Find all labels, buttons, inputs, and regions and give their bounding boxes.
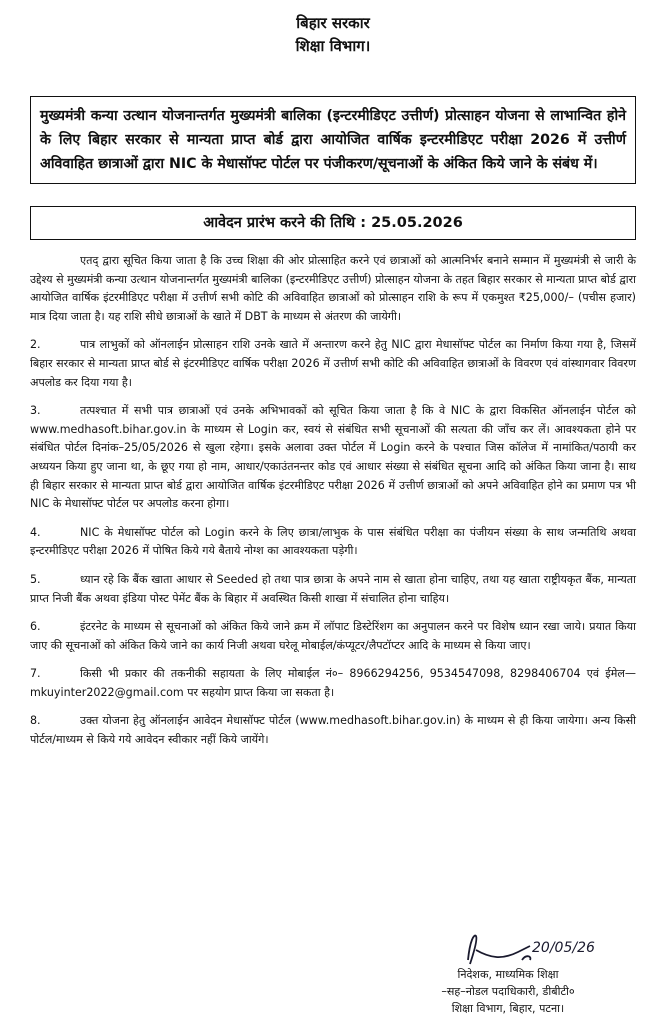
application-start-date: आवेदन प्रारंभ करने की तिथि : 25.05.2026 bbox=[30, 206, 636, 240]
paragraph-text: तत्पश्चात में सभी पात्र छात्राओं एवं उनके अभिभावकों को सूचित किया जाता है कि वे NIC के द्वारा विकसित ऑनलाईन पोर्टल को www.medhasoft.bihar.gov.in के माध्यम से Login कर, स्वयं से संबंधित सभी सूचनाओं की सत्यता की जाँच कर लें। आवश्यकता होने पर संबंधित पोर्टल दिनांक–25/05/2026 से खुला रहेगा। इसके अलावा उक्त पोर्टल में Login करने के पश्चात जिस कॉलेज में नामांकित/पठायी कर अध्ययन किया हुए जाना था, के छूए गया हो नाम, आधार/एकाउंतनन्तर कोड एवं आधार संख्या से संबंधित सूचना आदि को अंकित किया जाना है। साथ ही बिहार सरकार से मान्यता प्राप्त बोर्ड द्वारा आयोजित वार्षिक इंटरमीडिएट परीक्षा 2026 में उत्तीर्ण छात्राओं को अपने अविवाहित होने का प्रमाण पत्र भी NIC के मेधासॉफ्ट पोर्टल पर अपलोड करना होगा। bbox=[30, 404, 636, 511]
paragraph-text: NIC के मेधासॉफ्ट पोर्टल को Login करने के लिए छात्रा/लाभुक के पास संबंधित परीक्षा का पंजीयन संख्या के साथ जन्मतिथि अथवा इन्टरमीडिएट परीक्षा 2026 में पोषित किये गये बैताये नोग्श का आवश्यकता पड़ेगी। bbox=[30, 525, 636, 558]
signatory-role: –सह–नोडल पदाधिकारी, डीबीटी० bbox=[441, 985, 575, 998]
paragraph-3 bbox=[30, 402, 636, 514]
paragraph-2 bbox=[30, 336, 636, 392]
signatory-designation: निदेशक, माध्यमिक शिक्षा bbox=[457, 968, 559, 981]
paragraph-7 bbox=[30, 665, 636, 702]
paragraph-1-text: एतद् द्वारा सूचित किया जाता है कि उच्च शिक्षा की ओर प्रोत्साहित करने एवं छात्राओं को आत्मनिर्भर बनाने सम्मान में मुख्यमंत्री से जारी के उद्देश्य से मुख्यमंत्री कन्या उत्थान योजनान्तर्गत मुख्यमंत्री बालिका (इन्टरमीडिएट उत्तीर्ण) प्रोत्साहन योजना के तहत बिहार सरकार से मान्यता प्राप्त बोर्ड द्वारा आयोजित वार्षिक इंटरमीडिएट परीक्षा में उत्तीर्ण सभी कोटि की अविवाहित छात्राओं को प्रोत्साहन राशि के रूप में एकमुश्त ₹25,000/– (पचीस हजार) मात्र दिया जाता है। यह राशि सीधे छात्राओं के खाते में DBT के माध्यम से अंतरण की जायेगी। bbox=[30, 254, 636, 323]
paragraph-text: इंटरनेट के माध्यम से सूचनाओं को अंकित किये जाने क्रम में लॉपाट डिस्टेरिंशग का अनुपालन करने पर विशेष ध्यान रखा जाये। प्रयात किया जाए की सूचनाओं को अंकित किये जाने का कार्य निजी अथवा घरेलू मोबाईल/कंप्यूटर/लैपटॉप्टर आदि के माध्यम से किया जाए। bbox=[30, 620, 636, 652]
paragraph-text: ध्यान रहे कि बैंक खाता आधार से Seeded हो तथा पात्र छात्रा के अपने नाम से खाता होना चाहिए, तथा यह खाता राष्ट्रीयकृत बैंक, मान्यता प्राप्त निजी बैंक अथवा इंडिया पोस्ट पेमेंट बैंक के बिहार में अवस्थित किसी शाखा में संचालित होना चाहिय। bbox=[30, 572, 636, 605]
paragraph-text: उक्त योजना हेतु ऑनलाईन आवेदन मेधासॉफ्ट पोर्टल (www.medhasoft.bihar.gov.in) के माध्यम से ही किया जायेगा। अन्य किसी पोर्टल/माध्यम से किये गये आवेदन स्वीकार नहीं किये जायेंगे। bbox=[30, 714, 636, 747]
paragraph-number: 4. bbox=[30, 525, 41, 539]
subject-box: मुख्यमंत्री कन्या उत्थान योजनान्तर्गत मुख्यमंत्री बालिका (इन्टरमीडिएट उत्तीर्ण) प्रोत्साहन योजना से लाभान्वित होने के लिए बिहार सरकार से मान्यता प्राप्त बोर्ड द्वारा आयोजित वार्षिक इन्टरमीडिएट परीक्षा 2026 में उत्तीर्ण अविवाहित छात्राओं द्वारा NIC के मेधासॉफ्ट पोर्टल पर पंजीकरण/सूचनाओं के अंकित किये जाने के संबंध में। bbox=[30, 96, 636, 184]
paragraph-4 bbox=[30, 524, 636, 561]
paragraph-6 bbox=[30, 618, 636, 655]
handwritten-date: 20/05/26 bbox=[532, 940, 595, 956]
paragraph-number: 6. bbox=[30, 620, 41, 634]
paragraph-text: किसी भी प्रकार की तकनीकी सहायता के लिए मोबाईल नं०– 8966294256, 9534547098, 8298406704 एवं ईमेल—mkuyinter2022@gmail.com पर सहयोग प्राप्त किया जा सकता है। bbox=[30, 667, 636, 699]
paragraph-number: 3. bbox=[30, 404, 41, 418]
paragraph-number: 8. bbox=[30, 714, 41, 728]
letterhead bbox=[30, 12, 636, 58]
notice-body bbox=[30, 252, 636, 750]
department-name: शिक्षा विभाग। bbox=[295, 37, 371, 55]
handwritten-signature-icon bbox=[460, 930, 610, 970]
paragraph-text: पात्र लाभुकों को ऑनलाईन प्रोत्साहन राशि उनके खाते में अन्तारण करने हेतु NIC द्वारा मेधासॉफ्ट पोर्टल का निर्माण किया गया है, जिसमें बिहार सरकार से मान्यता प्राप्त बोर्ड से इंटरमीडिएट वार्षिक परीक्षा 2026 में उत्तीर्ण सभी कोटि की अविवाहित छात्राओं के विवरण एवं वांस्थागवार विवरण अपलोड कर दिया गया है। bbox=[30, 338, 636, 389]
paragraph-8 bbox=[30, 712, 636, 749]
paragraph-5 bbox=[30, 571, 636, 608]
paragraph-number: 2. bbox=[30, 338, 41, 352]
signatory bbox=[408, 966, 608, 1017]
paragraph-1 bbox=[30, 252, 636, 326]
paragraph-number: 5. bbox=[30, 572, 41, 586]
government-name: बिहार सरकार bbox=[296, 14, 370, 32]
signature-block bbox=[380, 930, 630, 1020]
signatory-office: शिक्षा विभाग, बिहार, पटना। bbox=[451, 1002, 565, 1015]
paragraph-number: 7. bbox=[30, 667, 41, 681]
